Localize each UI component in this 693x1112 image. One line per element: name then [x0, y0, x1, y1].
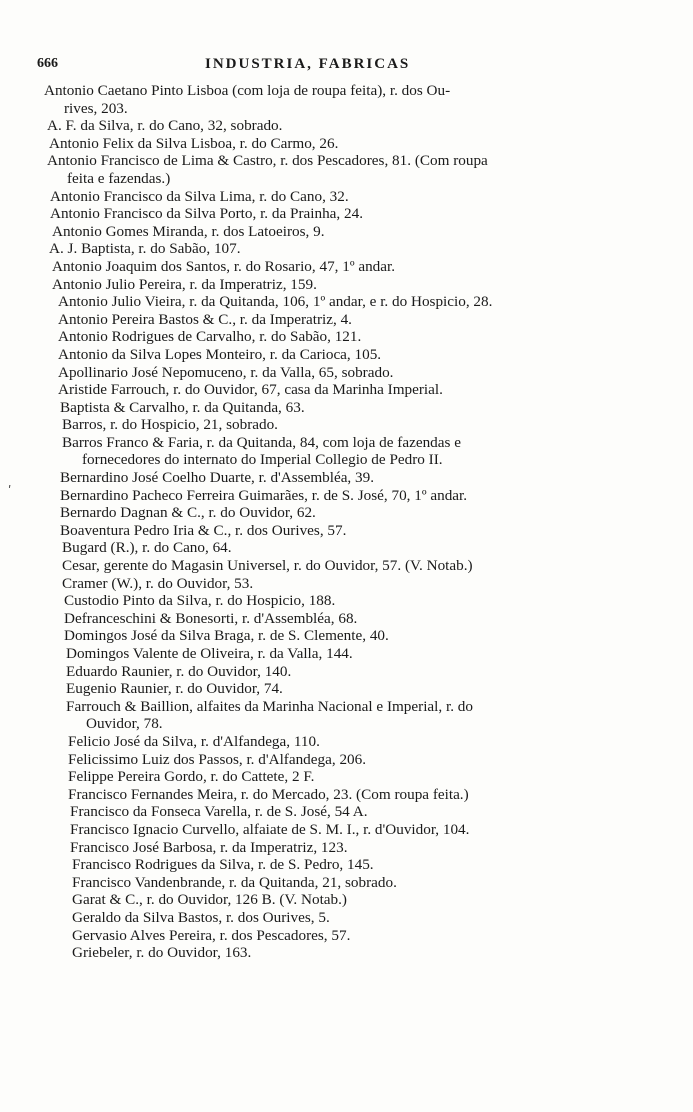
entry-item [58, 346, 643, 364]
entry-line: Barros Franco & Faria, r. da Quitanda, 84, com loja de fazendas e [62, 433, 461, 451]
entry-item [50, 205, 635, 223]
entry-item [64, 627, 649, 645]
entry-item [70, 839, 655, 857]
entry-item [49, 240, 634, 258]
entry-line: Antonio Gomes Miranda, r. dos Latoeiros, 9. [52, 222, 325, 240]
entry-line: Barros, r. do Hospicio, 21, sobrado. [62, 416, 278, 434]
entry-line: Bernardino Pacheco Ferreira Guimarães, r. de S. José, 70, 1º andar. [60, 486, 468, 504]
entry-line: Antonio Francisco da Silva Porto, r. da Prainha, 24. [50, 205, 363, 223]
entry-item [60, 399, 645, 417]
entry-item [52, 258, 637, 276]
entry-item [62, 539, 647, 557]
entry-line: Antonio Rodrigues de Carvalho, r. do Sabão, 121. [58, 328, 362, 346]
entry-line: Farrouch & Baillion, alfaites da Marinha Nacional e Imperial, r. do [66, 697, 473, 715]
entry-item [72, 927, 657, 945]
entry-item [70, 821, 655, 839]
entry-line: Antonio Joaquim dos Santos, r. do Rosario, 47, 1º andar. [52, 257, 396, 275]
entry-continuation: feita e fazendas.) [67, 169, 171, 187]
margin-speck: ʹ [8, 484, 12, 498]
entry-line: Domingos Valente de Oliveira, r. da Valla, 144. [66, 645, 353, 662]
entry-item [72, 856, 657, 874]
entry-line: Francisco José Barbosa, r. da Imperatriz, 123. [70, 838, 348, 856]
entry-line: Baptista & Carvalho, r. da Quitanda, 63. [60, 398, 305, 416]
entry-continuation: Ouvidor, 78. [86, 715, 163, 733]
entry-item [62, 575, 647, 593]
entry-item [47, 117, 632, 135]
entry-line: Geraldo da Silva Bastos, r. dos Ourives, 5. [72, 908, 330, 926]
entry-item [60, 469, 645, 487]
entry-line: A. F. da Silva, r. do Cano, 32, sobrado. [47, 117, 283, 135]
entry-line: Antonio Pereira Bastos & C., r. da Imperatriz, 4. [58, 310, 352, 328]
entry-line: Antonio Felix da Silva Lisboa, r. do Carmo, 26. [49, 134, 339, 152]
entry-item [70, 803, 655, 821]
entry-line: Bernardino José Coelho Duarte, r. d'Assembléa, 39. [60, 469, 375, 487]
entry-continuation: rives, 203. [64, 99, 128, 117]
entry-item [66, 645, 651, 663]
entry-item [62, 557, 647, 575]
entry-item [58, 293, 643, 311]
entry-line: Gervasio Alves Pereira, r. dos Pescadores, 57. [72, 926, 351, 944]
entry-line: Antonio Francisco de Lima & Castro, r. dos Pescadores, 81. (Com roupa [47, 152, 488, 170]
entry-item [72, 874, 657, 892]
entry-line: Felippe Pereira Gordo, r. do Cattete, 2 F. [68, 768, 315, 786]
entry-line: Felicio José da Silva, r. d'Alfandega, 110. [68, 732, 320, 750]
entry-item [68, 751, 653, 769]
entry-item [49, 135, 634, 153]
entry-item [66, 680, 651, 698]
entry-item [58, 311, 643, 329]
entry-item [58, 364, 643, 382]
entry-item [52, 223, 637, 241]
section-title: INDUSTRIA, FABRICAS [205, 56, 411, 72]
entry-line: Eugenio Raunier, r. do Ouvidor, 74. [66, 680, 283, 698]
entry-line: Domingos José da Silva Braga, r. de S. Clemente, 40. [64, 627, 389, 645]
entry-line: Francisco Vandenbrande, r. da Quitanda, 21, sobrado. [72, 873, 397, 891]
entry-item [68, 786, 653, 804]
entry-line: Antonio Julio Pereira, r. da Imperatriz, 159. [52, 275, 317, 293]
entry-item [60, 487, 645, 505]
entry-line: Garat & C., r. do Ouvidor, 126 B. (V. Notab.) [72, 891, 347, 909]
entry-list [0, 82, 693, 962]
entry-line: Custodio Pinto da Silva, r. do Hospicio, 188. [64, 592, 336, 610]
entry-item [58, 381, 643, 399]
entry-line: Antonio Julio Vieira, r. da Quitanda, 106, 1º andar, e r. do Hospicio, 28. [58, 293, 493, 311]
entry-item [58, 328, 643, 346]
entry-item [64, 610, 649, 628]
entry-item [64, 592, 649, 610]
entry-line: Antonio da Silva Lopes Monteiro, r. da Carioca, 105. [58, 345, 382, 363]
entry-item [66, 663, 651, 681]
entry-item [72, 944, 657, 962]
entry-line: Cramer (W.), r. do Ouvidor, 53. [62, 574, 254, 592]
entry-line: Aristide Farrouch, r. do Ouvidor, 67, casa da Marinha Imperial. [58, 381, 443, 399]
entry-item [66, 698, 651, 733]
entry-item [60, 504, 645, 522]
entry-item [68, 733, 653, 751]
entry-item [50, 188, 635, 206]
entry-line: Francisco Fernandes Meira, r. do Mercado, 23. (Com roupa feita.) [68, 785, 469, 803]
entry-line: Griebeler, r. do Ouvidor, 163. [72, 944, 252, 962]
entry-line: Antonio Caetano Pinto Lisboa (com loja de roupa feita), r. dos Ou- [44, 82, 451, 99]
entry-line: Francisco Rodrigues da Silva, r. de S. Pedro, 145. [72, 856, 374, 874]
entry-item [72, 909, 657, 927]
entry-line: Eduardo Raunier, r. do Ouvidor, 140. [66, 662, 292, 680]
entry-line: A. J. Baptista, r. do Sabão, 107. [49, 240, 241, 258]
entry-item [44, 82, 629, 117]
entry-item [60, 522, 645, 540]
entry-item [62, 434, 647, 469]
entry-item [52, 276, 637, 294]
entry-item [72, 891, 657, 909]
entry-line: Defranceschini & Bonesorti, r. d'Assembléa, 68. [64, 609, 358, 627]
entry-line: Bernardo Dagnan & C., r. do Ouvidor, 62. [60, 504, 316, 522]
page-number: 666 [37, 56, 58, 71]
entry-item [68, 768, 653, 786]
entry-item [62, 416, 647, 434]
entry-item [47, 152, 632, 187]
entry-continuation: fornecedores do internato do Imperial Collegio de Pedro II. [82, 451, 443, 469]
running-head [37, 56, 637, 80]
entry-line: Cesar, gerente do Magasin Universel, r. do Ouvidor, 57. (V. Notab.) [62, 557, 473, 575]
entry-line: Bugard (R.), r. do Cano, 64. [62, 539, 232, 557]
entry-line: Francisco Ignacio Curvello, alfaiate de S. M. I., r. d'Ouvidor, 104. [70, 820, 470, 838]
entry-line: Boaventura Pedro Iria & C., r. dos Ourives, 57. [60, 521, 347, 539]
entry-line: Antonio Francisco da Silva Lima, r. do Cano, 32. [50, 187, 349, 205]
entry-line: Francisco da Fonseca Varella, r. de S. José, 54 A. [70, 803, 368, 821]
entry-line: Apollinario José Nepomuceno, r. da Valla, 65, sobrado. [58, 363, 394, 381]
entry-line: Felicissimo Luiz dos Passos, r. d'Alfandega, 206. [68, 750, 367, 768]
